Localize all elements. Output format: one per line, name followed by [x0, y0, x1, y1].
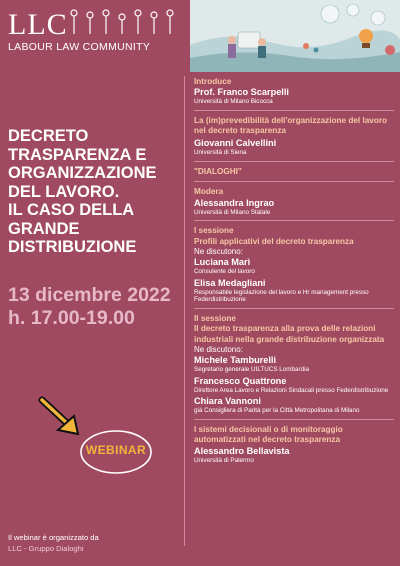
session-label: II sessione — [194, 314, 236, 324]
webinar-label: WEBINAR — [85, 443, 147, 457]
speaker-name: Alessandra Ingrao — [194, 197, 275, 208]
divider — [194, 181, 394, 182]
event-datetime — [8, 284, 171, 330]
speaker-affiliation: Consulente del lavoro — [194, 267, 255, 275]
moderator-label: Modera — [194, 187, 224, 197]
speaker-name: Chiara Vannoni — [194, 396, 261, 407]
talk-title: I sistemi decisionali o di monitoraggio automatizzati nel decreto trasparenza — [194, 425, 343, 445]
logo-pins-icon — [68, 8, 180, 34]
title-line: IL CASO DELLA — [8, 201, 135, 219]
divider — [194, 419, 394, 420]
session-label: I sessione — [194, 226, 234, 236]
speaker-name: Luciana Marì — [194, 256, 251, 267]
speaker-affiliation: Università di Milano Statale — [194, 208, 271, 216]
discussants-label: Ne discutono: — [194, 344, 243, 354]
organizer-name: LLC - Gruppo Dialoghi — [8, 544, 84, 553]
logo-subtitle: LABOUR LAW COMMUNITY — [8, 41, 151, 53]
divider — [194, 110, 394, 111]
session-title: Profili applicativi del decreto trasparenza — [194, 236, 354, 246]
event-title — [8, 127, 186, 257]
title-line: DISTRIBUZIONE — [8, 238, 137, 256]
title-line: TRASPARENZA E — [8, 145, 147, 164]
event-date: 13 dicembre 2022 — [8, 284, 171, 306]
speaker-name: Giovanni Calvellini — [194, 138, 277, 149]
speaker-affiliation: già Consigliera di Parità per la Città Metropolitana di Milano — [194, 407, 360, 415]
webinar-badge[interactable] — [78, 428, 154, 476]
speaker-affiliation: Università di Palermo — [194, 456, 254, 464]
event-time: h. 17.00-19.00 — [8, 307, 135, 329]
title-line: GRANDE — [8, 219, 80, 238]
speaker-name: Michele Tamburelli — [194, 354, 277, 365]
program — [194, 77, 394, 464]
title-line: DECRETO — [8, 127, 89, 145]
column-divider — [184, 76, 185, 546]
speaker-name: Francesco Quattrone — [194, 375, 287, 386]
speaker-affiliation: Università di Siena — [194, 149, 247, 157]
organizer-text: Il webinar è organizzato da — [8, 533, 99, 542]
logo — [8, 10, 150, 53]
hero-image — [190, 0, 400, 72]
divider — [194, 220, 394, 221]
speaker-affiliation: Direttore Area Lavoro e Relazioni Sindacali presso Federdistribuzione — [194, 386, 389, 394]
speaker-affiliation: Università di Milano Bicocca — [194, 98, 273, 106]
logo-llc: LLC — [8, 8, 68, 41]
speaker-name: Alessandro Bellavista — [194, 445, 290, 456]
divider — [194, 161, 394, 162]
title-line: DEL LAVORO. — [8, 182, 120, 201]
session-title: Il decreto trasparenza alla prova delle relazioni industriali nella grande distribuzione organizzata — [194, 324, 385, 344]
intro-label: Introduce — [194, 77, 232, 86]
title-line: ORGANIZZAZIONE — [8, 164, 157, 182]
speaker-affiliation: Responsabile legislazione del lavoro e Hr management presso Federdistribuzione — [194, 288, 369, 304]
speaker-name: Prof. Franco Scarpelli — [194, 87, 289, 98]
organizer-note — [8, 532, 99, 554]
dialoghi-heading: "DIALOGHI" — [194, 167, 242, 177]
divider — [194, 308, 394, 309]
discussants-label: Ne discutono: — [194, 246, 243, 256]
speaker-affiliation: Segretario generale UILTUCS Lombardia — [194, 365, 310, 373]
speaker-name: Elisa Medagliani — [194, 277, 266, 288]
talk-title: La (im)prevedibilità dell'organizzazione del lavoro nel decreto trasparenza — [194, 116, 388, 136]
hero-illustration — [190, 0, 400, 72]
